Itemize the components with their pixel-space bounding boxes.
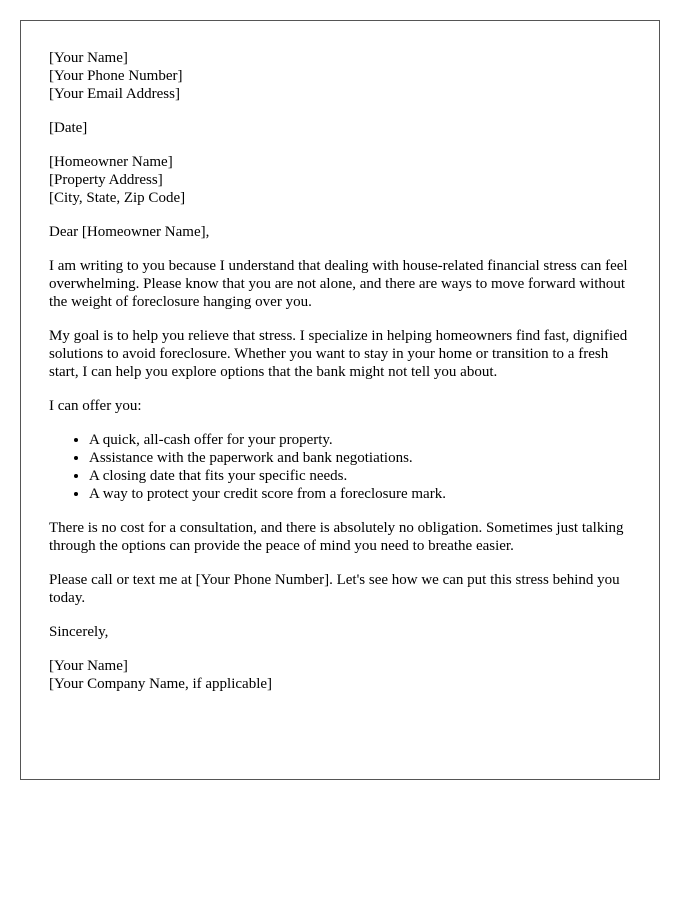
sender-name: [Your Name]: [49, 50, 128, 66]
list-item: • A closing date that fits your specific needs.: [89, 467, 639, 485]
recipient-city-state-zip: [City, State, Zip Code]: [49, 190, 186, 206]
consultation-paragraph: There is no cost for a consultation, and there is absolutely no obligation. Sometimes just talking through the options can provide the peace of mind you need to breathe easier.: [49, 520, 624, 554]
letter-page: [20, 20, 660, 780]
salutation: Dear [Homeowner Name],: [49, 224, 210, 240]
offer-intro-paragraph: I can offer you:: [49, 398, 142, 414]
recipient-name: [Homeowner Name]: [49, 154, 173, 170]
signature-name: [Your Name]: [49, 658, 128, 674]
sender-phone: [Your Phone Number]: [49, 68, 183, 84]
list-item: • A quick, all-cash offer for your property.: [89, 431, 639, 449]
goal-paragraph: My goal is to help you relieve that stress. I specialize in helping homeowners find fast, dignified solutions to avoid foreclosure. Whether you want to stay in your home or transition to a fresh start, I can help you explore options that the bank might not tell you about.: [49, 328, 628, 380]
recipient-block: [49, 153, 639, 207]
letter-date: [Date]: [49, 120, 88, 136]
sender-block: [49, 49, 639, 103]
signature-company: [Your Company Name, if applicable]: [49, 676, 273, 692]
closing: Sincerely,: [49, 624, 109, 640]
offers-list: [49, 431, 639, 503]
signature-block: [49, 657, 639, 693]
list-item: • Assistance with the paperwork and bank negotiations.: [89, 449, 639, 467]
letter-body: [49, 49, 639, 709]
sender-email: [Your Email Address]: [49, 86, 180, 102]
call-to-action-paragraph: Please call or text me at [Your Phone Number]. Let's see how we can put this stress behind you today.: [49, 572, 620, 606]
intro-paragraph: I am writing to you because I understand that dealing with house-related financial stress can feel overwhelming. Please know that you are not alone, and there are ways to move forward without the weight of foreclosure hanging over you.: [49, 258, 628, 310]
recipient-address: [Property Address]: [49, 172, 163, 188]
list-item: • A way to protect your credit score from a foreclosure mark.: [89, 485, 639, 503]
date-block: [49, 119, 639, 137]
